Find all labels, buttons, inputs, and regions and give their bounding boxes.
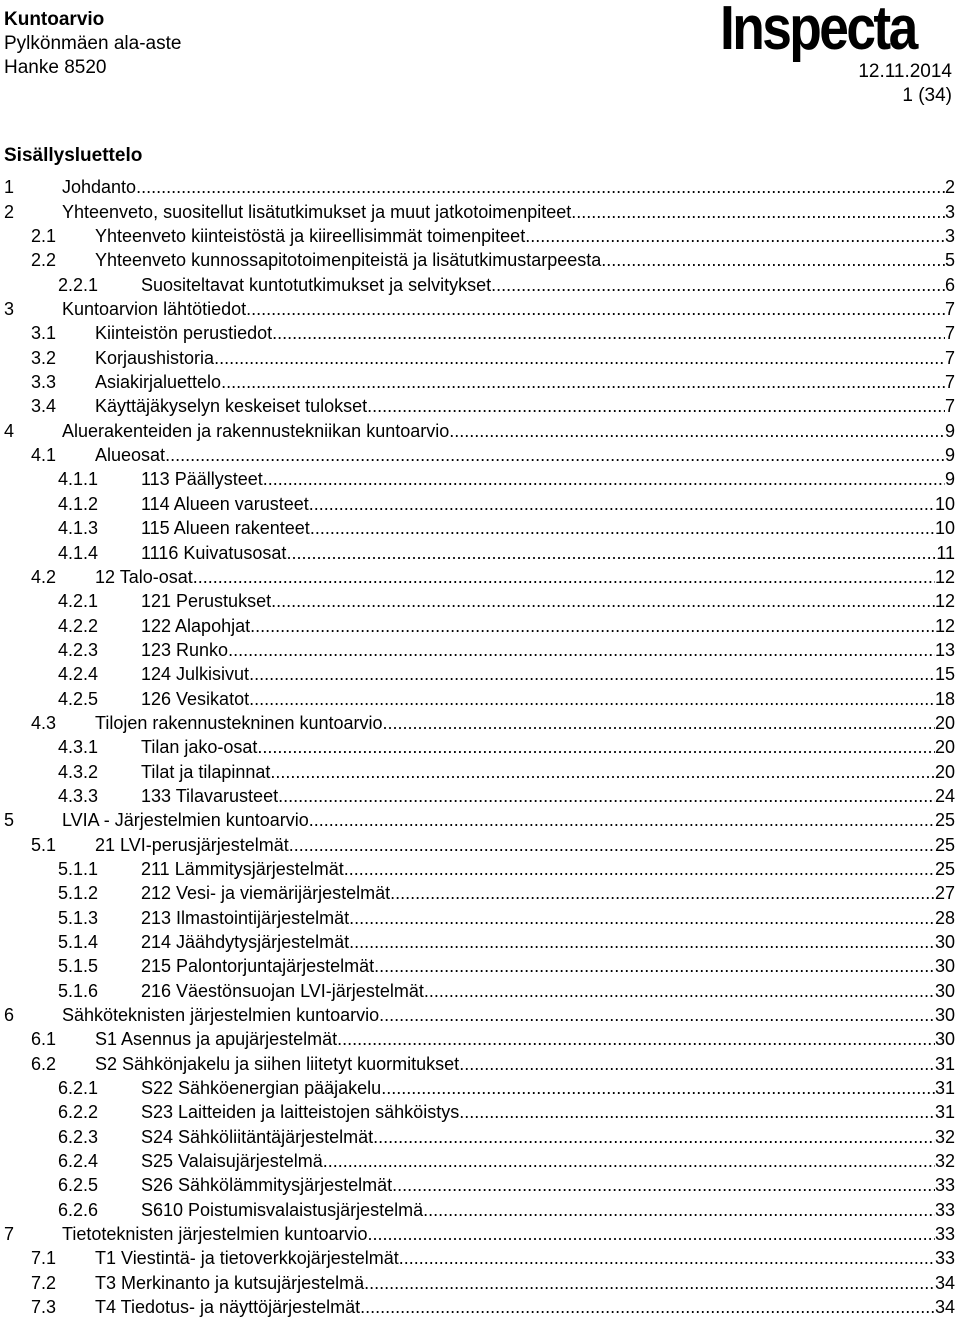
toc-entry-page: 25 [934,834,955,855]
toc-entry-page: 31 [934,1078,955,1099]
toc-entry-number: 4.3.2 [58,761,99,782]
toc-leader-dots [136,176,945,198]
toc-entry[interactable] [4,515,955,539]
page-number: 1 (34) [902,85,952,106]
toc-entry[interactable] [4,929,955,953]
toc-entry-number: 6.2.4 [58,1151,99,1172]
toc-entry[interactable] [4,588,955,612]
toc-entry-page: 33 [934,1199,955,1220]
toc-entry-page: 24 [934,785,955,806]
toc-entry-page: 2 [944,177,955,198]
toc-entry-number: 4.3.1 [58,737,99,758]
toc-leader-dots [344,858,935,880]
toc-leader-dots [449,420,945,442]
toc-leader-dots [309,809,935,831]
toc-entry-page: 31 [934,1102,955,1123]
toc-entry[interactable] [4,1269,955,1293]
toc-entry-title[interactable]: 124 Julkisivut [141,664,250,685]
toc-entry-page: 11 [936,542,955,563]
toc-entry-number: 4.1 [31,445,57,466]
toc-entry[interactable] [4,1148,955,1172]
toc-entry-number: 6.2.6 [58,1199,99,1220]
toc-entry-title[interactable]: 121 Perustukset [141,591,272,612]
toc-entry[interactable] [4,1294,955,1318]
toc-entry-page: 25 [934,858,955,879]
toc-entry-title[interactable]: T1 Viestintä- ja tietoverkkojärjestelmät [95,1248,399,1269]
document-title: Kuntoarvio [4,9,105,30]
toc-leader-dots [373,1126,935,1148]
toc-entry-page: 12 [934,615,955,636]
toc-entry-title[interactable]: 21 LVI-perusjärjestelmät [95,834,289,855]
toc-entry-number: 4.2.2 [58,615,99,636]
toc-entry-title[interactable]: Alueosat [95,445,166,466]
toc-entry-number: 5.1.3 [58,907,99,928]
toc-entry-number: 2.2 [31,250,57,271]
toc-entry-title[interactable]: 212 Vesi- ja viemärijärjestelmät [141,883,391,904]
toc-entry-page: 30 [934,1005,955,1026]
toc-entry-number: 5.1 [31,834,57,855]
header-meta [858,60,952,108]
toc-entry-page: 7 [944,372,955,393]
toc-leader-dots [271,590,935,612]
toc-entry-page: 33 [934,1248,955,1269]
toc-entry-number: 3.3 [31,372,57,393]
toc-entry-title[interactable]: Asiakirjaluettelo [95,372,222,393]
toc-entry-title[interactable]: 123 Runko [141,639,229,660]
toc-entry-title[interactable]: Kuntoarvion lähtötiedot [62,299,247,320]
toc-entry-page: 13 [934,639,955,660]
toc-leader-dots [383,712,935,734]
toc-entry-page: 20 [934,737,955,758]
toc-entry-title[interactable]: Kiinteistön perustiedot [95,323,273,344]
toc-entry[interactable] [4,1245,955,1269]
toc-entry-title[interactable]: T4 Tiedotus- ja näyttöjärjestelmät [95,1297,361,1318]
toc-leader-dots [249,688,935,710]
toc-entry-title[interactable]: T3 Merkinanto ja kutsujärjestelmä [95,1272,365,1293]
toc-entry-number: 4.2.3 [58,639,99,660]
toc-entry-title[interactable]: 114 Alueen varusteet [141,493,309,514]
toc-entry-title[interactable]: Aluerakenteiden ja rakennustekniikan kuntoarvio [62,420,450,441]
toc-entry[interactable] [4,174,955,198]
toc-leader-dots [310,517,935,539]
toc-entry-number: 7.3 [31,1297,57,1318]
toc-entry-number: 6.1 [31,1029,57,1050]
toc-entry-number: 5.1.5 [58,956,99,977]
toc-entry-title[interactable]: Yhteenveto kunnossapitotoimenpiteistä ja lisätutkimustarpeesta [95,250,602,271]
toc-entry[interactable] [4,1075,955,1099]
toc-leader-dots [309,493,935,515]
toc-entry-page: 10 [934,493,955,514]
toc-entry-page: 32 [934,1126,955,1147]
toc-entry[interactable] [4,564,955,588]
toc-entry-page: 20 [934,761,955,782]
toc-entry-title[interactable]: Tilat ja tilapinnat [141,761,271,782]
toc-entry-number: 7.2 [31,1272,57,1293]
toc-entry[interactable] [4,417,955,441]
toc-entry-page: 7 [944,396,955,417]
toc-entry-number: 7 [4,1224,15,1245]
toc-entry[interactable] [4,612,955,636]
toc-entry-number: 2 [4,201,15,222]
document-date: 12.11.2014 [858,61,952,82]
toc-entry-title[interactable]: Suositeltavat kuntotutkimukset ja selvitykset [141,274,492,295]
toc-entry-page: 9 [944,469,955,490]
toc-entry[interactable] [4,637,955,661]
toc-entry-title[interactable]: Tilan jako-osat [141,737,258,758]
toc-entry-number: 5 [4,810,15,831]
toc-leader-dots [193,566,935,588]
toc-entry-page: 30 [934,956,955,977]
toc-leader-dots [228,639,935,661]
toc-leader-dots [257,736,935,758]
toc-entry-number: 4.2.5 [58,688,99,709]
toc-entry-number: 5.1.6 [58,980,99,1001]
toc-entry-title[interactable]: Tietoteknisten järjestelmien kuntoarvio [62,1224,368,1245]
toc-entry-number: 2.2.1 [58,274,99,295]
toc-entry[interactable] [4,710,955,734]
toc-entry[interactable] [4,1050,955,1074]
toc-entry-number: 6.2.3 [58,1126,99,1147]
toc-entry[interactable] [4,1026,955,1050]
toc-entry-number: 4.1.4 [58,542,99,563]
toc-entry[interactable] [4,1172,955,1196]
toc-leader-dots [250,615,935,637]
toc-leader-dots [278,785,935,807]
toc-entry[interactable] [4,856,955,880]
toc-entry[interactable] [4,539,955,563]
toc-entry-title[interactable]: S24 Sähköliitäntäjärjestelmät [141,1126,374,1147]
toc-leader-dots [367,1223,934,1245]
toc-leader-dots [337,1028,935,1050]
toc-entry-title[interactable]: LVIA - Järjestelmien kuntoarvio [62,810,309,831]
toc-entry-title[interactable]: S2 Sähkönjakelu ja siihen liitetyt kuormitukset [95,1053,460,1074]
toc-entry-title[interactable]: 133 Tilavarusteet [141,785,279,806]
toc-entry-number: 4.2.1 [58,591,99,612]
toc-entry-number: 3 [4,299,15,320]
toc-entry-page: 5 [944,250,955,271]
document-header [4,8,181,80]
toc-entry-title[interactable]: S610 Poistumisvalaistusjärjestelmä [141,1199,424,1220]
toc-entry-page: 15 [934,664,955,685]
toc-entry[interactable] [4,953,955,977]
toc-entry-title[interactable]: Sähköteknisten järjestelmien kuntoarvio [62,1005,380,1026]
inspecta-logo: Inspecta [720,0,916,63]
toc-entry-number: 6.2.1 [58,1078,99,1099]
toc-entry-page: 33 [934,1175,955,1196]
toc-entry[interactable] [4,442,955,466]
toc-entry[interactable] [4,1196,955,1220]
toc-entry-number: 6.2.2 [58,1102,99,1123]
toc-entry-page: 3 [944,201,955,222]
toc-heading: Sisällysluettelo [4,145,143,166]
toc-leader-dots [263,468,945,490]
toc-entry-page: 7 [944,323,955,344]
toc-entry-page: 20 [934,712,955,733]
toc-entry-page: 30 [934,1029,955,1050]
toc-entry-page: 30 [934,980,955,1001]
toc-entry-page: 9 [944,420,955,441]
toc-entry-number: 4.2 [31,566,57,587]
toc-entry-number: 4 [4,420,15,441]
toc-entry-title[interactable]: 211 Lämmitysjärjestelmät [141,858,344,879]
toc-entry[interactable] [4,223,955,247]
toc-leader-dots [286,542,936,564]
toc-entry-page: 33 [934,1224,955,1245]
toc-entry-number: 5.1.4 [58,932,99,952]
toc-entry-title[interactable]: 215 Palontorjuntajärjestelmät [141,956,375,977]
toc-entry-number: 3.1 [31,323,57,344]
toc-entry-page: 28 [934,907,955,928]
toc-entry[interactable] [4,880,955,904]
project-number: Hanke 8520 [4,57,107,78]
toc-entry-number: 3.2 [31,347,57,368]
toc-entry-number: 5.1.1 [58,858,99,879]
toc-entry-title[interactable]: S1 Asennus ja apujärjestelmät [95,1029,338,1050]
toc-entry-page: 34 [934,1297,955,1318]
toc-entry-title[interactable]: 213 Ilmastointijärjestelmät [141,907,350,928]
toc-leader-dots [399,1247,935,1269]
toc-entry-title[interactable]: 115 Alueen rakenteet [141,518,310,539]
toc-entry[interactable] [4,1221,955,1245]
toc-entry-page: 3 [944,226,955,247]
toc-entry-title[interactable]: S26 Sähkölämmitysjärjestelmät [141,1175,393,1196]
toc-entry-page: 12 [934,566,955,587]
toc-leader-dots [349,907,935,929]
toc-leader-dots [459,1053,935,1075]
toc-entry-page: 34 [934,1272,955,1293]
toc-entry[interactable] [4,807,955,831]
toc-entry[interactable] [4,296,955,320]
toc-leader-dots [270,761,935,783]
toc-leader-dots [390,882,935,904]
toc-entry-page: 10 [934,518,955,539]
toc-entry[interactable] [4,904,955,928]
toc-leader-dots [214,347,945,369]
toc-leader-dots [530,225,945,247]
toc-entry-title[interactable]: 126 Vesikatot [141,688,250,709]
toc-entry[interactable] [4,783,955,807]
toc-entry[interactable] [4,734,955,758]
toc-entry-number: 6.2.5 [58,1175,99,1196]
toc-leader-dots [221,371,945,393]
toc-entry-number: 7.1 [31,1248,57,1269]
toc-entry-page: 25 [934,810,955,831]
toc-entry-title[interactable]: Yhteenveto, suositellut lisätutkimukset ja muut jatkotoimenpiteet [62,201,572,222]
toc-entry-title[interactable]: Johdanto [62,177,137,198]
toc-entry-page: 32 [934,1151,955,1172]
toc-entry-number: 4.3 [31,712,57,733]
toc-entry-number: 4.1.2 [58,493,99,514]
table-of-contents [4,174,955,1318]
toc-leader-dots [367,395,945,417]
toc-entry[interactable] [4,977,955,1001]
toc-leader-dots [246,298,945,320]
toc-leader-dots [360,1296,935,1318]
toc-leader-dots [349,931,935,953]
toc-entry-title[interactable]: S23 Laitteiden ja laitteistojen sähköistys [141,1102,460,1123]
toc-entry-title[interactable]: S25 Valaisujärjestelmä [141,1151,323,1172]
toc-leader-dots [459,1101,935,1123]
toc-entry-number: 4.1.1 [58,469,99,490]
document-subtitle: Pylkönmäen ala-aste [4,33,182,54]
toc-entry-title[interactable]: S22 Sähköenergian pääjakelu [141,1078,382,1099]
toc-leader-dots [491,274,945,296]
toc-entry-title[interactable]: Tilojen rakennustekninen kuntoarvio [95,712,383,733]
toc-entry-page: 31 [934,1053,955,1074]
toc-entry-page: 6 [944,274,955,295]
toc-entry-title[interactable]: Yhteenveto kiinteistöstä ja kiireellisimmät toimenpiteet. [95,226,531,247]
toc-entry-title[interactable]: 1116 Kuivatusosat [141,542,287,563]
toc-entry[interactable] [4,393,955,417]
toc-entry-title[interactable]: Käyttäjäkyselyn keskeiset tulokset [95,396,368,417]
toc-entry[interactable] [4,758,955,782]
toc-entry[interactable] [4,271,955,295]
toc-leader-dots [424,980,935,1002]
toc-entry[interactable] [4,685,955,709]
toc-entry[interactable] [4,661,955,685]
toc-entry-number: 4.1.3 [58,518,99,539]
toc-leader-dots [323,1150,935,1172]
toc-entry[interactable] [4,1002,955,1026]
toc-entry[interactable] [4,247,955,271]
toc-entry-number: 5.1.2 [58,883,99,904]
toc-entry-page: 27 [934,883,955,904]
toc-entry-title[interactable]: Korjaushistoria [95,347,215,368]
toc-entry-page: 18 [934,688,955,709]
toc-leader-dots [571,201,945,223]
toc-entry[interactable] [4,466,955,490]
toc-entry-page: 9 [944,445,955,466]
toc-leader-dots [272,322,945,344]
toc-leader-dots [289,834,935,856]
toc-entry[interactable] [4,198,955,222]
toc-entry[interactable] [4,344,955,368]
toc-entry-page: 7 [944,299,955,320]
toc-leader-dots [601,249,945,271]
toc-entry-number: 4.3.3 [58,785,99,806]
toc-entry-title[interactable]: 122 Alapohjat [141,615,251,636]
toc-entry[interactable] [4,1099,955,1123]
toc-leader-dots [392,1174,935,1196]
toc-entry[interactable] [4,490,955,514]
toc-leader-dots [423,1199,935,1221]
toc-entry-title[interactable]: 12 Talo-osat [95,566,193,587]
toc-entry[interactable] [4,320,955,344]
toc-leader-dots [379,1004,935,1026]
toc-entry-number: 6 [4,1005,15,1026]
toc-leader-dots [165,444,945,466]
toc-entry-title[interactable]: 216 Väestönsuojan LVI-järjestelmät [141,980,424,1001]
toc-entry-page: 7 [944,347,955,368]
toc-entry-page: 30 [934,932,955,952]
toc-leader-dots [381,1077,935,1099]
toc-entry-number: 4.2.4 [58,664,99,685]
toc-entry[interactable] [4,831,955,855]
toc-entry[interactable] [4,1123,955,1147]
toc-entry-number: 3.4 [31,396,57,417]
toc-entry-title[interactable]: 214 Jäähdytysjärjestelmät [141,932,350,952]
toc-entry[interactable] [4,369,955,393]
toc-leader-dots [374,955,935,977]
toc-entry-number: 6.2 [31,1053,57,1074]
toc-entry-page: 12 [934,591,955,612]
toc-entry-title[interactable]: 113 Päällysteet [141,469,263,490]
toc-leader-dots [249,663,935,685]
toc-leader-dots [364,1272,935,1294]
toc-entry-number: 1 [4,177,15,198]
toc-entry-number: 2.1 [31,226,57,247]
